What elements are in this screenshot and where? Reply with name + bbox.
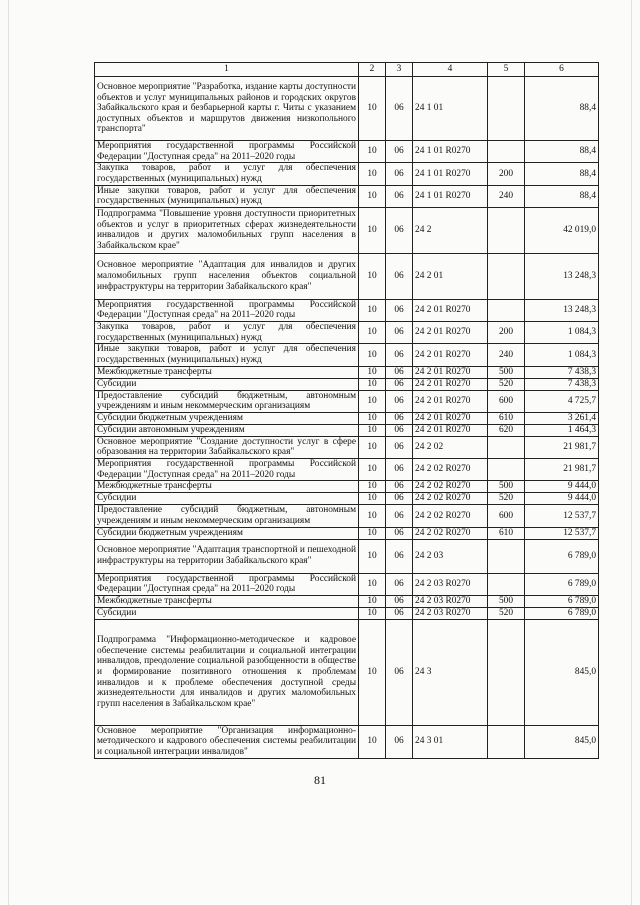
cell-target-code: 24 3	[413, 619, 488, 725]
cell-subsection: 06	[386, 527, 413, 539]
cell-expense-type: 240	[488, 344, 525, 366]
cell-expense-type: 610	[488, 527, 525, 539]
cell-expense-type	[488, 77, 525, 141]
column-header: 5	[488, 63, 525, 77]
table-row	[95, 344, 599, 366]
cell-expense-type	[488, 619, 525, 725]
cell-target-code: 24 2	[413, 207, 488, 253]
cell-section: 10	[359, 344, 386, 366]
cell-expense-type: 500	[488, 481, 525, 493]
cell-subsection: 06	[386, 207, 413, 253]
cell-section: 10	[359, 539, 386, 573]
table-row	[95, 573, 599, 595]
cell-expense-type: 520	[488, 378, 525, 390]
table-row	[95, 459, 599, 481]
cell-subsection: 06	[386, 424, 413, 436]
cell-amount: 1 084,3	[525, 344, 599, 366]
cell-subsection: 06	[386, 539, 413, 573]
cell-target-code: 24 2 02 R0270	[413, 527, 488, 539]
cell-expense-type: 240	[488, 185, 525, 207]
cell-name: Основное мероприятие "Адаптация для инвалидов и других маломобильных групп населения объектов социальной инфраструктуры на территории Забайкальского края"	[95, 253, 359, 299]
cell-target-code: 24 2 02 R0270	[413, 493, 488, 505]
cell-target-code: 24 2 02 R0270	[413, 459, 488, 481]
cell-expense-type	[488, 253, 525, 299]
column-header: 1	[95, 63, 359, 77]
cell-subsection: 06	[386, 481, 413, 493]
table-row	[95, 481, 599, 493]
budget-table	[94, 62, 599, 759]
cell-subsection: 06	[386, 595, 413, 607]
cell-expense-type: 600	[488, 390, 525, 412]
table-row	[95, 207, 599, 253]
cell-target-code: 24 2 01 R0270	[413, 322, 488, 344]
cell-section: 10	[359, 207, 386, 253]
cell-name: Подпрограмма "Информационно-методическое и кадровое обеспечение системы реабилитации и социальной интеграции инвалидов, преодоление социальной разобщенности в обществе и формирование позитивного отношения к проблемам инвалидов и к проблеме обеспечения доступной среды жизнедеятельности для инвалидов и других маломобильных групп населения в Забайкальском крае"	[95, 619, 359, 725]
cell-amount: 13 248,3	[525, 253, 599, 299]
page-number: 81	[314, 773, 326, 787]
table-row	[95, 619, 599, 725]
table-row	[95, 607, 599, 619]
column-header: 6	[525, 63, 599, 77]
cell-name: Субсидии	[95, 493, 359, 505]
header-row	[95, 63, 599, 77]
cell-section: 10	[359, 527, 386, 539]
cell-target-code: 24 2 03 R0270	[413, 573, 488, 595]
cell-expense-type: 200	[488, 163, 525, 185]
cell-amount: 88,4	[525, 77, 599, 141]
cell-subsection: 06	[386, 493, 413, 505]
cell-name: Мероприятия государственной программы Российской Федерации "Доступная среда" на 2011–2020 годы	[95, 299, 359, 321]
cell-amount: 3 261,4	[525, 412, 599, 424]
table-row	[95, 412, 599, 424]
cell-expense-type: 200	[488, 322, 525, 344]
cell-target-code: 24 1 01 R0270	[413, 163, 488, 185]
cell-expense-type: 620	[488, 424, 525, 436]
cell-name: Предоставление субсидий бюджетным, автономным учреждениям и иным некоммерческим организациям	[95, 390, 359, 412]
cell-amount: 7 438,3	[525, 378, 599, 390]
cell-subsection: 06	[386, 299, 413, 321]
cell-name: Межбюджетные трансферты	[95, 481, 359, 493]
cell-amount: 12 537,7	[525, 527, 599, 539]
cell-target-code: 24 2 01 R0270	[413, 378, 488, 390]
cell-section: 10	[359, 185, 386, 207]
cell-section: 10	[359, 424, 386, 436]
cell-section: 10	[359, 725, 386, 758]
cell-amount: 7 438,3	[525, 366, 599, 378]
column-header: 3	[386, 63, 413, 77]
cell-section: 10	[359, 573, 386, 595]
cell-subsection: 06	[386, 505, 413, 527]
table-row	[95, 436, 599, 458]
cell-target-code: 24 1 01	[413, 77, 488, 141]
cell-name: Мероприятия государственной программы Российской Федерации "Доступная среда" на 2011–2020 годы	[95, 459, 359, 481]
cell-section: 10	[359, 481, 386, 493]
cell-amount: 1 464,3	[525, 424, 599, 436]
cell-section: 10	[359, 378, 386, 390]
table-row	[95, 505, 599, 527]
cell-amount: 42 019,0	[525, 207, 599, 253]
cell-subsection: 06	[386, 163, 413, 185]
cell-subsection: 06	[386, 725, 413, 758]
cell-section: 10	[359, 607, 386, 619]
cell-target-code: 24 2 02 R0270	[413, 505, 488, 527]
table-row	[95, 539, 599, 573]
cell-amount: 4 725,7	[525, 390, 599, 412]
cell-name: Подпрограмма "Повышение уровня доступности приоритетных объектов и услуг в приоритетных сферах жизнедеятельности инвалидов и других маломобильных групп населения в Забайкальском крае"	[95, 207, 359, 253]
cell-section: 10	[359, 390, 386, 412]
cell-expense-type	[488, 207, 525, 253]
cell-target-code: 24 2 03 R0270	[413, 595, 488, 607]
table-row	[95, 493, 599, 505]
table-row	[95, 390, 599, 412]
cell-amount: 845,0	[525, 725, 599, 758]
cell-name: Предоставление субсидий бюджетным, автономным учреждениям и иным некоммерческим организациям	[95, 505, 359, 527]
cell-amount: 21 981,7	[525, 459, 599, 481]
cell-name: Межбюджетные трансферты	[95, 366, 359, 378]
cell-name: Основное мероприятие "Адаптация транспортной и пешеходной инфраструктуры на территории Забайкальского края"	[95, 539, 359, 573]
cell-section: 10	[359, 299, 386, 321]
table-row	[95, 163, 599, 185]
cell-subsection: 06	[386, 619, 413, 725]
cell-section: 10	[359, 619, 386, 725]
cell-name: Субсидии	[95, 378, 359, 390]
cell-expense-type	[488, 299, 525, 321]
cell-name: Иные закупки товаров, работ и услуг для обеспечения государственных (муниципальных) нужд	[95, 344, 359, 366]
cell-amount: 12 537,7	[525, 505, 599, 527]
cell-section: 10	[359, 412, 386, 424]
cell-target-code: 24 2 01 R0270	[413, 412, 488, 424]
cell-section: 10	[359, 322, 386, 344]
cell-section: 10	[359, 493, 386, 505]
table-row	[95, 322, 599, 344]
table-row	[95, 185, 599, 207]
cell-target-code: 24 2 01 R0270	[413, 299, 488, 321]
cell-target-code: 24 2 01 R0270	[413, 344, 488, 366]
cell-amount: 6 789,0	[525, 573, 599, 595]
cell-amount: 845,0	[525, 619, 599, 725]
cell-subsection: 06	[386, 378, 413, 390]
cell-section: 10	[359, 141, 386, 163]
cell-subsection: 06	[386, 412, 413, 424]
cell-section: 10	[359, 595, 386, 607]
cell-amount: 6 789,0	[525, 539, 599, 573]
table-row	[95, 366, 599, 378]
cell-subsection: 06	[386, 253, 413, 299]
cell-expense-type: 610	[488, 412, 525, 424]
cell-target-code: 24 2 03	[413, 539, 488, 573]
cell-expense-type	[488, 436, 525, 458]
cell-expense-type: 520	[488, 607, 525, 619]
cell-subsection: 06	[386, 390, 413, 412]
column-header: 2	[359, 63, 386, 77]
table-row	[95, 141, 599, 163]
cell-target-code: 24 1 01 R0270	[413, 141, 488, 163]
cell-name: Основное мероприятие "Разработка, издание карты доступности объектов и услуг муниципальных районов и городских округов Забайкальского края и безбарьерной карты г. Читы с указанием доступных объектов и маршрутов движения низкопольного транспорта"	[95, 77, 359, 141]
table-row	[95, 253, 599, 299]
cell-target-code: 24 2 01	[413, 253, 488, 299]
cell-name: Субсидии	[95, 607, 359, 619]
table-row	[95, 527, 599, 539]
cell-name: Основное мероприятие "Организация информационно-методического и кадрового обеспечения системы реабилитации и социальной интеграции инвалидов"	[95, 725, 359, 758]
cell-expense-type	[488, 725, 525, 758]
cell-name: Субсидии бюджетным учреждениям	[95, 527, 359, 539]
cell-name: Субсидии бюджетным учреждениям	[95, 412, 359, 424]
cell-subsection: 06	[386, 185, 413, 207]
cell-target-code: 24 2 01 R0270	[413, 424, 488, 436]
table-row	[95, 595, 599, 607]
cell-expense-type	[488, 459, 525, 481]
cell-amount: 6 789,0	[525, 595, 599, 607]
cell-name: Закупка товаров, работ и услуг для обеспечения государственных (муниципальных) нужд	[95, 163, 359, 185]
cell-amount: 88,4	[525, 141, 599, 163]
cell-amount: 88,4	[525, 163, 599, 185]
cell-section: 10	[359, 505, 386, 527]
cell-expense-type	[488, 573, 525, 595]
cell-name: Межбюджетные трансферты	[95, 595, 359, 607]
cell-subsection: 06	[386, 344, 413, 366]
cell-name: Закупка товаров, работ и услуг для обеспечения государственных (муниципальных) нужд	[95, 322, 359, 344]
cell-target-code: 24 2 03 R0270	[413, 607, 488, 619]
cell-name: Субсидии автономным учреждениям	[95, 424, 359, 436]
cell-target-code: 24 2 01 R0270	[413, 390, 488, 412]
cell-section: 10	[359, 436, 386, 458]
cell-subsection: 06	[386, 436, 413, 458]
cell-amount: 21 981,7	[525, 436, 599, 458]
cell-name: Иные закупки товаров, работ и услуг для обеспечения государственных (муниципальных) нужд	[95, 185, 359, 207]
scan-edge-right	[631, 0, 632, 905]
cell-expense-type	[488, 141, 525, 163]
cell-name: Основное мероприятие "Создание доступности услуг в сфере образования на территории Забайкальского края"	[95, 436, 359, 458]
table-row	[95, 725, 599, 758]
cell-section: 10	[359, 77, 386, 141]
cell-subsection: 06	[386, 77, 413, 141]
cell-target-code: 24 2 01 R0270	[413, 366, 488, 378]
cell-section: 10	[359, 366, 386, 378]
cell-amount: 13 248,3	[525, 299, 599, 321]
cell-subsection: 06	[386, 459, 413, 481]
cell-amount: 9 444,0	[525, 493, 599, 505]
scan-edge-left	[8, 0, 9, 905]
cell-target-code: 24 2 02 R0270	[413, 481, 488, 493]
table-row	[95, 77, 599, 141]
cell-subsection: 06	[386, 322, 413, 344]
cell-target-code: 24 2 02	[413, 436, 488, 458]
table-body	[95, 77, 599, 759]
cell-target-code: 24 3 01	[413, 725, 488, 758]
cell-target-code: 24 1 01 R0270	[413, 185, 488, 207]
cell-section: 10	[359, 459, 386, 481]
cell-amount: 88,4	[525, 185, 599, 207]
cell-expense-type: 600	[488, 505, 525, 527]
cell-name: Мероприятия государственной программы Российской Федерации "Доступная среда" на 2011–2020 годы	[95, 141, 359, 163]
cell-name: Мероприятия государственной программы Российской Федерации "Доступная среда" на 2011–2020 годы	[95, 573, 359, 595]
cell-amount: 9 444,0	[525, 481, 599, 493]
table-row	[95, 424, 599, 436]
cell-section: 10	[359, 163, 386, 185]
cell-subsection: 06	[386, 366, 413, 378]
table-row	[95, 299, 599, 321]
cell-expense-type: 520	[488, 493, 525, 505]
cell-expense-type: 500	[488, 366, 525, 378]
cell-subsection: 06	[386, 573, 413, 595]
cell-subsection: 06	[386, 141, 413, 163]
column-header: 4	[413, 63, 488, 77]
cell-amount: 6 789,0	[525, 607, 599, 619]
cell-amount: 1 084,3	[525, 322, 599, 344]
cell-expense-type: 500	[488, 595, 525, 607]
cell-expense-type	[488, 539, 525, 573]
table-row	[95, 378, 599, 390]
cell-section: 10	[359, 253, 386, 299]
cell-subsection: 06	[386, 607, 413, 619]
